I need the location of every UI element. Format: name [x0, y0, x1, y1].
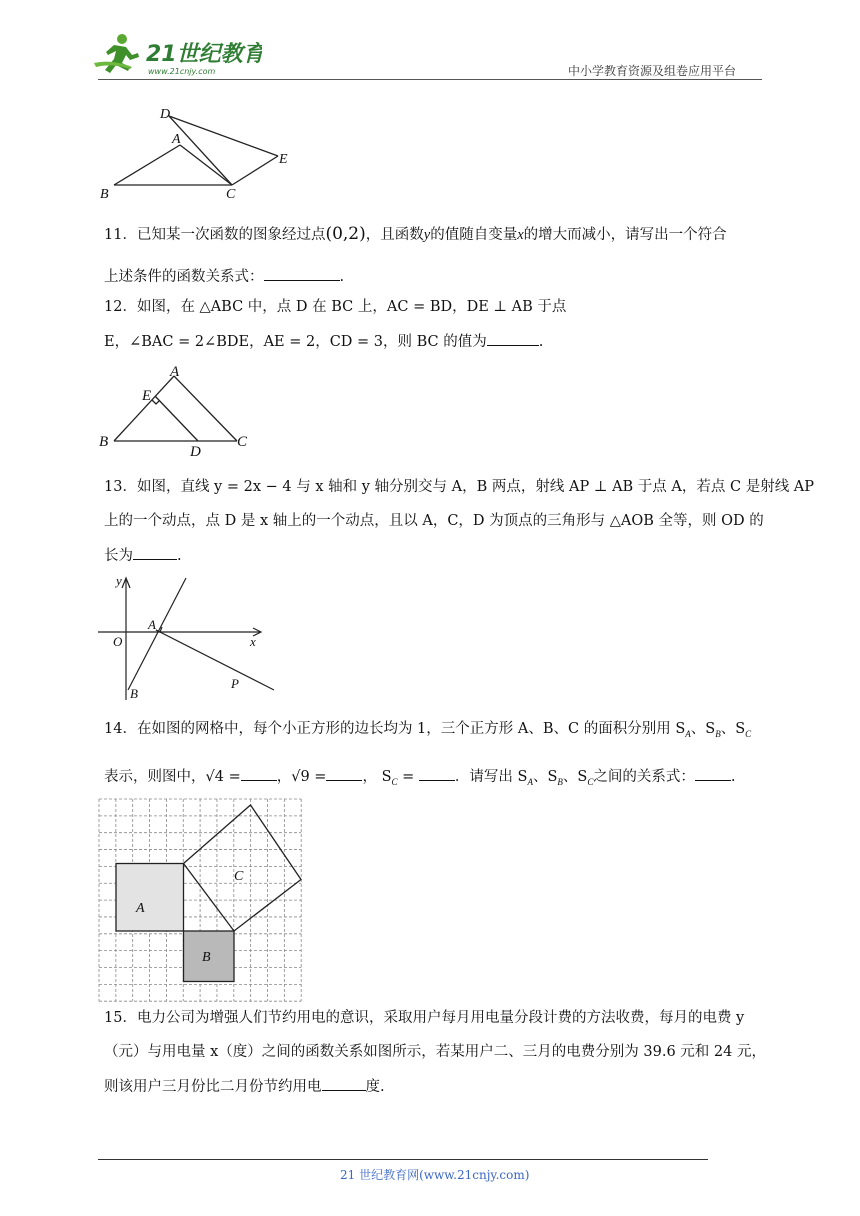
header-tagline: 中小学教育资源及组卷应用平台 — [568, 64, 737, 78]
question-13-line1: 13．如图，直线 y = 2x − 4 与 x 轴和 y 轴分别交与 A，B 两点，射线 AP ⊥ AB 于点 A，若点 C 是射线 AP — [104, 479, 815, 495]
question-11-line2: 上述条件的函数关系式： . — [104, 266, 344, 287]
label-C: C — [226, 187, 236, 202]
logo-url: www.21cnjy.com — [148, 67, 216, 76]
question-13-line3: 长为 . — [104, 545, 182, 566]
answer-blank-14b[interactable] — [326, 766, 362, 781]
label-x: x — [250, 634, 256, 649]
figure-triangle-dae — [92, 100, 302, 204]
figure-triangle-abc — [92, 362, 262, 460]
label-C: C — [234, 869, 244, 884]
question-13-line2: 上的一个动点，点 D 是 x 轴上的一个动点，且以 A，C，D 为顶点的三角形与 △AOB 全等，则 OD 的 — [104, 513, 764, 529]
question-12-line2: E，∠BAC = 2∠BDE，AE = 2，CD = 3，则 BC 的值为 . — [104, 331, 543, 352]
answer-blank-13[interactable] — [133, 545, 177, 560]
label-P: P — [231, 676, 239, 691]
label-D: D — [190, 444, 201, 460]
question-15-line1: 15．电力公司为增强人们节约用电的意识，采取用户每月用电量分段计费的方法收费，每月的电费 y — [104, 1010, 745, 1026]
question-15-line2: （元）与用电量 x（度）之间的函数关系如图所示，若某用户二、三月的电费分别为 39.6 元和 24 元， — [104, 1044, 766, 1060]
label-B: B — [100, 187, 109, 202]
figure-grid-squares — [96, 796, 306, 1002]
label-B: B — [202, 950, 211, 965]
header-divider — [98, 79, 762, 80]
label-B: B — [99, 434, 109, 450]
question-14-line2: 表示，则图中，√4 = ，√9 = ， $S_C$ = ．请写出 $S_A$、$S_B$、$S_C$之间的关系式： . — [104, 766, 735, 792]
label-A: A — [170, 364, 180, 380]
label-A: A — [136, 901, 145, 916]
answer-blank-15[interactable] — [322, 1076, 366, 1091]
answer-blank-11[interactable] — [264, 266, 340, 281]
logo-text: 21世纪教育 — [146, 42, 262, 67]
label-A: A — [148, 617, 156, 632]
label-E: E — [142, 388, 152, 404]
label-C: C — [237, 434, 248, 450]
answer-blank-14a[interactable] — [241, 766, 277, 781]
question-12-line1: 12．如图，在 △ABC 中，点 D 在 BC 上，AC = BD，DE ⊥ AB 于点 — [104, 299, 567, 315]
question-15-line3: 则该用户三月份比二月份节约用电 度. — [104, 1076, 385, 1097]
site-logo — [92, 33, 262, 77]
question-14-line1: 14．在如图的网格中，每个小正方形的边长均为 1，三个正方形 A、B、C 的面积分别用 $S_A$、$S_B$、$S_C$ — [104, 721, 752, 739]
runner-logo-icon — [92, 33, 262, 77]
footer-divider — [98, 1159, 708, 1160]
label-O: O — [113, 634, 123, 649]
label-D: D — [160, 107, 171, 122]
label-A: A — [172, 132, 181, 147]
label-E: E — [279, 152, 288, 167]
answer-blank-12[interactable] — [487, 331, 539, 346]
label-B: B — [130, 686, 138, 701]
label-y: y — [116, 573, 122, 588]
question-11-line1: 11．已知某一次函数的图象经过点(0,2)，且函数y的值随自变量x的增大而减小，请写出一个符合 — [104, 224, 727, 244]
answer-blank-14d[interactable] — [695, 766, 731, 781]
footer-link[interactable]: 21 世纪教育网(www.21cnjy.com) — [340, 1168, 530, 1182]
figure-line-graph — [96, 572, 280, 704]
answer-blank-14c[interactable] — [419, 766, 455, 781]
